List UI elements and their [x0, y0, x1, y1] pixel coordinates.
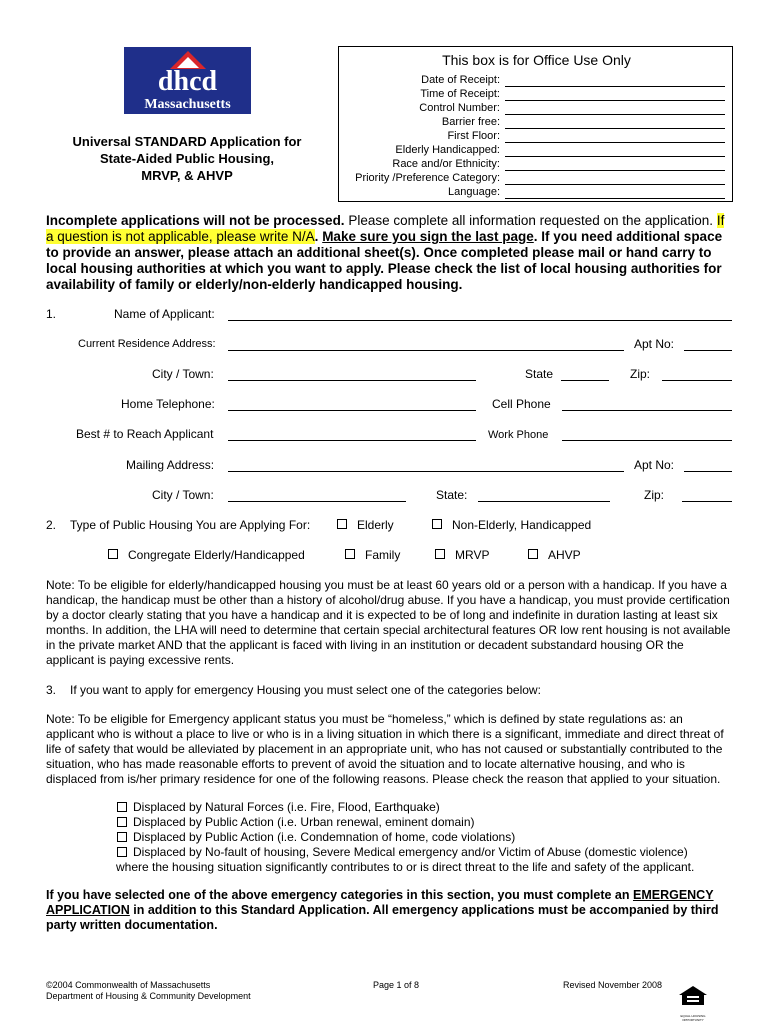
elderly-option-label: Elderly: [357, 518, 394, 532]
office-field-label: Elderly Handicapped:: [395, 144, 500, 156]
office-field-line[interactable]: [505, 156, 725, 157]
logo-state-text: Massachusetts: [144, 97, 231, 112]
emergency-application-note: If you have selected one of the above emergency categories in this section, you must complete an EMERGENCY APPLICATION in addition to this Standard Application. All emergency applications must be accompanied by third party written documentation.: [46, 888, 719, 932]
office-field-line[interactable]: [505, 100, 725, 101]
best-number-label: Best # to Reach Applicant: [76, 427, 214, 441]
non-elderly-handicapped-checkbox[interactable]: [432, 519, 442, 529]
elderly-checkbox[interactable]: [337, 519, 347, 529]
mailing-field[interactable]: [228, 471, 624, 472]
elderly-eligibility-note: Note: To be eligible for elderly/handicapped housing you must be at least 60 years old or a person with a handicap. If you have a handicap, the handicap must be other than a history of alcohol/drug abuse. If you have a handicap, you must provide certification by a doctor clearly stating that you have a handicap and it is expected to be of long and indefinite in duration lasting at least six months. In addition, the LHA will need to determine that certain special architectural features OR low rent housing is not available in the private market AND that the applicant is faced with living in an institution or decadent substandard housing OR the applicant is paying excessive rents.: [46, 578, 731, 667]
natural-forces-checkbox[interactable]: [117, 802, 127, 812]
logo-dhcd-text: dhcd: [157, 66, 218, 97]
apt-field[interactable]: [684, 350, 732, 351]
office-field-label: Date of Receipt:: [421, 74, 500, 86]
urban-renewal-label: Displaced by Public Action (i.e. Urban renewal, eminent domain): [133, 815, 475, 829]
equal-housing-text: EQUAL HOUSING OPPORTUNITY: [680, 1014, 706, 1022]
question-3-number: 3.: [46, 683, 57, 697]
page-number: Page 1 of 8: [373, 980, 420, 990]
office-field-line[interactable]: [505, 142, 725, 143]
non-elderly-option-label: Non-Elderly, Handicapped: [452, 518, 592, 532]
emergency-question-label: If you want to apply for emergency Housing you must select one of the categories below:: [70, 683, 541, 697]
office-use-box: [338, 46, 733, 202]
mailing-city-label: City / Town:: [152, 488, 214, 502]
mailing-label: Mailing Address:: [126, 458, 215, 472]
office-field-label: Race and/or Ethnicity:: [392, 158, 500, 170]
natural-forces-label: Displaced by Natural Forces (i.e. Fire, Flood, Earthquake): [133, 800, 440, 814]
office-box-title: This box is for Office Use Only: [442, 52, 631, 68]
office-field-label: First Floor:: [447, 130, 500, 142]
congregate-option-label: Congregate Elderly/Handicapped: [128, 548, 305, 562]
intro-text: Please complete all information requested on the application.: [348, 213, 714, 228]
question-2-number: 2.: [46, 518, 57, 532]
mrvp-checkbox[interactable]: [435, 549, 445, 559]
emergency-application-link[interactable]: EMERGENCY APPLICATION: [46, 888, 714, 917]
question-1-number: 1.: [46, 307, 57, 321]
urban-renewal-checkbox[interactable]: [117, 817, 127, 827]
mailing-state-label: State:: [436, 488, 468, 502]
office-field-label: Control Number:: [419, 102, 500, 114]
mailing-city-field[interactable]: [228, 501, 406, 502]
name-label: Name of Applicant:: [114, 307, 215, 321]
mailing-apt-field[interactable]: [684, 471, 732, 472]
city-label: City / Town:: [152, 367, 214, 381]
dhcd-logo: [124, 47, 251, 114]
cell-phone-field[interactable]: [562, 410, 732, 411]
intro-highlight: If a question is not applicable, please write N/A: [46, 213, 725, 244]
mailing-zip-label: Zip:: [644, 488, 665, 502]
office-field-label: Barrier free:: [441, 116, 500, 128]
office-field-line[interactable]: [505, 184, 725, 185]
housing-type-label: Type of Public Housing You are Applying For:: [70, 518, 311, 532]
residence-field[interactable]: [228, 350, 624, 351]
home-phone-label: Home Telephone:: [121, 397, 215, 411]
intro-sign-note: Make sure you sign the last page: [322, 229, 534, 244]
best-number-field[interactable]: [228, 440, 476, 441]
mrvp-option-label: MRVP: [455, 548, 490, 562]
state-label: State: [525, 367, 554, 381]
cell-phone-label: Cell Phone: [492, 397, 551, 411]
intro-paragraph: Incomplete applications will not be processed. Please complete all information requested on the application. If a question is not applicable, please write N/A. Make sure you sign the last page. If you need additional space to provide an answer, please attach an additional sheet(s). Once completed please mail or hand carry to local housing authorities at which you want to apply. Please check the list of local housing authorities for availability of family or elderly/non-elderly handicapped housing.: [46, 213, 725, 292]
office-field-line[interactable]: [505, 198, 725, 199]
zip-field[interactable]: [662, 380, 732, 381]
condemnation-label: Displaced by Public Action (i.e. Condemnation of home, code violations): [133, 830, 516, 844]
family-option-label: Family: [365, 548, 401, 562]
family-checkbox[interactable]: [345, 549, 355, 559]
residence-label: Current Residence Address:: [78, 338, 216, 350]
mailing-apt-label: Apt No:: [634, 458, 675, 472]
intro-instructions: If you need additional space to provide an answer, please attach an additional sheet(s). Once completed please mail or hand carry to local housing authorities at which you want to apply. Please check the list of local housing authorities for availability of family or elderly/non-elderly handicapped housing.: [46, 229, 723, 292]
footer-copyright: ©2004 Commonwealth of Massachusetts Department of Housing & Community Development: [46, 980, 251, 1001]
congregate-checkbox[interactable]: [108, 549, 118, 559]
office-field-label: Time of Receipt:: [420, 88, 500, 100]
intro-warning: Incomplete applications will not be processed.: [46, 213, 345, 228]
zip-label: Zip:: [630, 367, 651, 381]
office-field-line[interactable]: [505, 114, 725, 115]
home-phone-field[interactable]: [228, 410, 476, 411]
condemnation-checkbox[interactable]: [117, 832, 127, 842]
office-field-label: Language:: [448, 186, 500, 198]
mailing-zip-field[interactable]: [682, 501, 732, 502]
work-phone-field[interactable]: [562, 440, 732, 441]
office-field-line[interactable]: [505, 86, 725, 87]
emergency-eligibility-note: Note: To be eligible for Emergency applicant status you must be “homeless,” which is defined by state regulations as: an applicant who is without a place to live or who is in a living situation in which there is a significant, immediate and direct threat of life of safety that would be alleviated by placement in an appropriate unit, who has not caused or substantially contributed to the situation, who has made reasonable efforts to prevent of avoid the situation and to locate alternative housing, and who is displaced from is/her primary residence for one of the following reasons. Please check the reason that applied to your situation.: [46, 712, 724, 786]
no-fault-checkbox[interactable]: [117, 847, 127, 857]
equal-housing-icon: [678, 985, 708, 1022]
ahvp-checkbox[interactable]: [528, 549, 538, 559]
office-field-line[interactable]: [505, 128, 725, 129]
revised-date: Revised November 2008: [563, 980, 663, 990]
no-fault-label: Displaced by No-fault of housing, Severe Medical emergency and/or Victim of Abuse (domestic violence): [133, 845, 688, 859]
office-field-line[interactable]: [505, 170, 725, 171]
form-title: Universal STANDARD Application for State-Aided Public Housing, MRVP, & AHVP: [72, 134, 302, 183]
ahvp-option-label: AHVP: [548, 548, 581, 562]
apt-label: Apt No:: [634, 337, 675, 351]
city-field[interactable]: [228, 380, 476, 381]
state-field[interactable]: [561, 380, 609, 381]
work-phone-label: Work Phone: [488, 429, 549, 441]
name-field[interactable]: [228, 320, 732, 321]
mailing-state-field[interactable]: [478, 501, 610, 502]
no-fault-continued: where the housing situation significantly contributes to or is direct threat to the life and safety of the applicant.: [116, 860, 695, 874]
office-field-label: Priority /Preference Category:: [355, 172, 500, 184]
